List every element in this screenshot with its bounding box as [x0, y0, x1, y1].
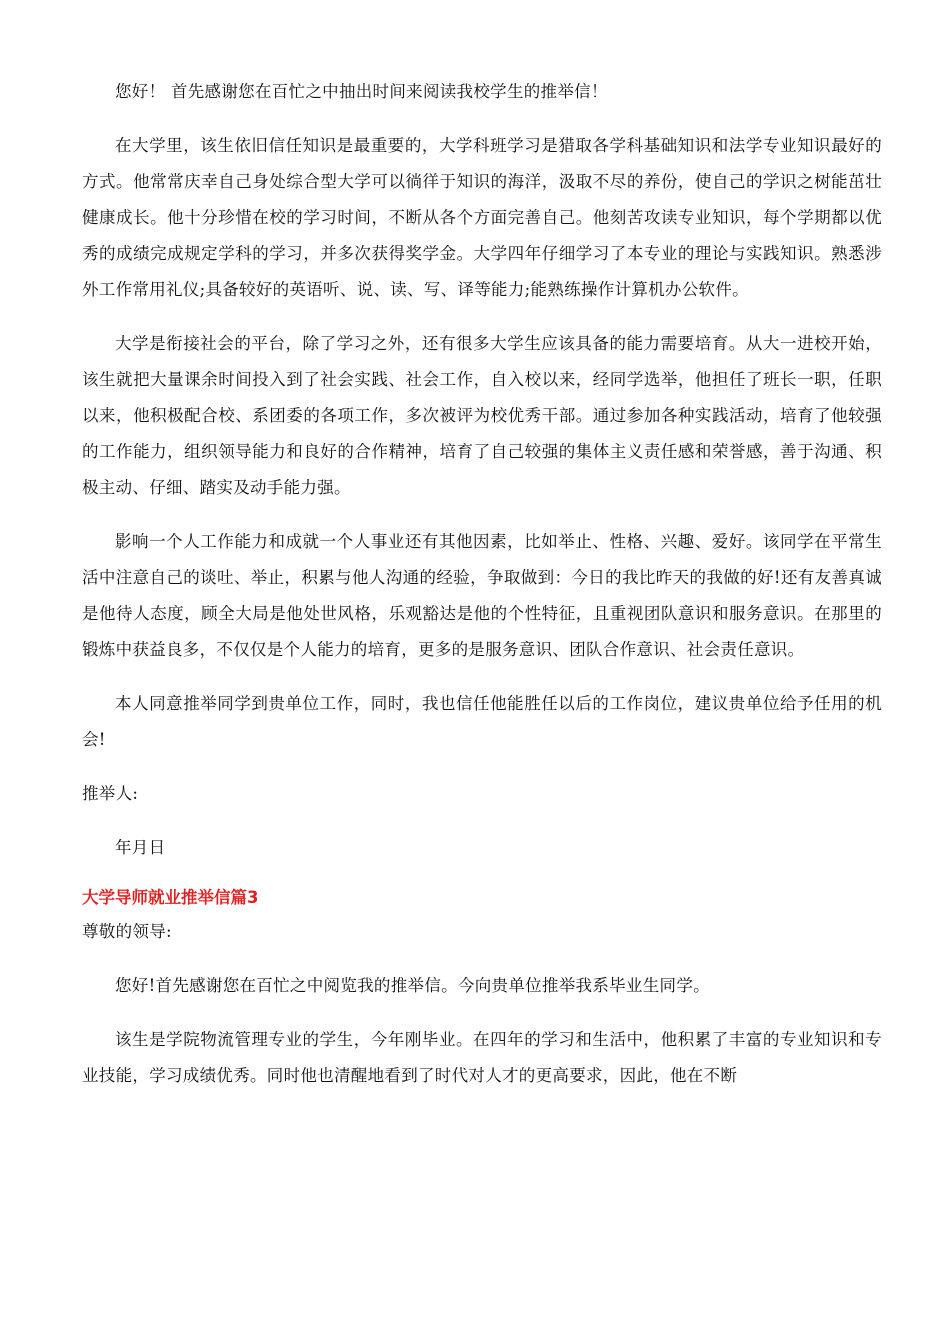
student-intro-paragraph: 该生是学院物流管理专业的学生，今年刚毕业。在四年的学习和生活中，他积累了丰富的专业知识和专业技能，学习成绩优秀。同时他也清醒地看到了时代对人才的更高要求，因此，他在不断 [82, 1030, 882, 1085]
date-line: 年月日 [115, 838, 166, 857]
practice-paragraph: 大学是衔接社会的平台，除了学习之外，还有很多大学生应该具备的能力需要培育。从大一进校开始，该生就把大量课余时间投入到了社会实践、社会工作，自入校以来，经同学选举，他担任了班长一职，任职以来，他积极配合校、系团委的各项工作，多次被评为校优秀干部。通过参加各种实践活动，培育了他较强的工作能力，组织领导能力和良好的合作精神，培育了自己较强的集体主义责任感和荣誉感，善于沟通、积极主动、仔细、踏实及动手能力强。 [82, 334, 882, 497]
salutation: 尊敬的领导: [82, 922, 172, 941]
section-heading: 大学导师就业推举信篇3 [82, 888, 259, 907]
document-page [82, 74, 882, 1094]
greeting-paragraph: 您好！ 首先感谢您在百忙之中抽出时间来阅读我校学生的推举信！ [115, 82, 608, 101]
study-paragraph: 在大学里，该生依旧信任知识是最重要的，大学科班学习是猎取各学科基础知识和法学专业知识最好的方式。他常常庆幸自己身处综合型大学可以徜徉于知识的海洋，汲取不尽的养份，使自己的学识之树能茁壮健康成长。他十分珍惜在校的学习时间，不断从各个方面完善自己。他刻苦攻读专业知识，每个学期都以优秀的成绩完成规定学科的学习，并多次获得奖学金。大学四年仔细学习了本专业的理论与实践知识。熟悉涉外工作常用礼仪;具备较好的英语听、说、读、写、译等能力;能熟练操作计算机办公软件。 [82, 136, 882, 299]
character-paragraph: 影响一个人工作能力和成就一个人事业还有其他因素，比如举止、性格、兴趣、爱好。该同学在平常生活中注意自己的谈吐、举止，积累与他人沟通的经验，争取做到：今日的我比昨天的我做的好!还有友善真诚是他待人态度，顾全大局是他处世风格，乐观豁达是他的个性特征，且重视团队意识和服务意识。在那里的锻炼中获益良多，不仅仅是个人能力的培育，更多的是服务意识、团队合作意识、社会责任意识。 [82, 532, 882, 659]
recommender-label: 推举人: [82, 784, 139, 803]
greeting-paragraph-2: 您好!首先感谢您在百忙之中阅览我的推举信。今向贵单位推举我系毕业生同学。 [115, 976, 710, 995]
recommendation-paragraph: 本人同意推举同学到贵单位工作，同时，我也信任他能胜任以后的工作岗位，建议贵单位给予任用的机会! [82, 694, 882, 749]
